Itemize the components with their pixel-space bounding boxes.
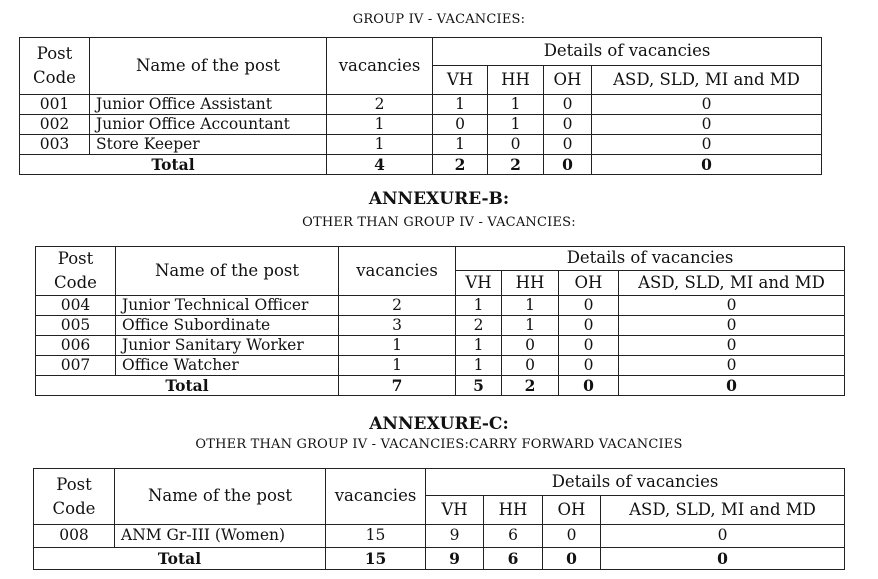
annexure-b-heading: ANNEXURE-B: (368, 189, 510, 209)
vacancies-cell: 1 (339, 336, 456, 356)
post-code-cell: 008 (34, 525, 115, 548)
hh-cell: 1 (488, 95, 544, 115)
total-vacancies: 4 (327, 155, 433, 175)
oh-cell: 0 (544, 135, 592, 155)
post-code-cell: 007 (36, 356, 116, 376)
post-code-cell: 001 (20, 95, 90, 115)
table-row (36, 336, 845, 356)
total-row (34, 548, 845, 570)
vh-cell: 9 (426, 525, 484, 548)
table-row (36, 316, 845, 336)
oh-cell: 0 (559, 296, 619, 316)
post-name-header: Name of the post (115, 469, 326, 525)
annexure-b-caption: OTHER THAN GROUP IV - VACANCIES: (302, 215, 576, 230)
oh-cell: 0 (543, 525, 601, 548)
vacancies-header: vacancies (327, 38, 433, 95)
hh-header: HH (488, 66, 544, 95)
asd-cell: 0 (601, 525, 845, 548)
table-row (20, 95, 822, 115)
group-iv-caption: GROUP IV - VACANCIES: (352, 12, 526, 27)
oh-cell: 0 (559, 356, 619, 376)
post-name-cell: ANM Gr-III (Women) (115, 525, 326, 548)
total-hh: 6 (484, 548, 543, 570)
post-name-header: Name of the post (116, 247, 339, 296)
post-code-cell: 002 (20, 115, 90, 135)
hh-cell: 1 (502, 296, 559, 316)
hh-cell: 0 (502, 336, 559, 356)
vh-cell: 1 (433, 135, 488, 155)
post-code-header: Post Code (20, 38, 90, 95)
table-row (36, 356, 845, 376)
vacancies-cell: 2 (327, 95, 433, 115)
total-hh: 2 (502, 376, 559, 396)
vh-cell: 1 (456, 336, 502, 356)
asd-header: ASD, SLD, MI and MD (592, 66, 822, 95)
total-row (36, 376, 845, 396)
oh-cell: 0 (559, 336, 619, 356)
table-row (34, 525, 845, 548)
hh-header: HH (502, 271, 559, 296)
post-name-cell: Office Subordinate (116, 316, 339, 336)
asd-cell: 0 (619, 296, 845, 316)
hh-cell: 1 (502, 316, 559, 336)
post-name-cell: Office Watcher (116, 356, 339, 376)
details-header: Details of vacancies (456, 247, 845, 271)
oh-cell: 0 (544, 115, 592, 135)
asd-header: ASD, SLD, MI and MD (601, 496, 845, 525)
hh-cell: 0 (502, 356, 559, 376)
oh-cell: 0 (559, 316, 619, 336)
post-code-header: Post Code (34, 469, 115, 525)
table-row (20, 135, 822, 155)
vacancies-cell: 15 (326, 525, 426, 548)
vacancies-header: vacancies (339, 247, 456, 296)
annexure-c-table (33, 468, 845, 570)
total-oh: 0 (559, 376, 619, 396)
total-label: Total (36, 376, 339, 396)
total-oh: 0 (544, 155, 592, 175)
total-label: Total (20, 155, 327, 175)
hh-cell: 1 (488, 115, 544, 135)
asd-cell: 0 (619, 336, 845, 356)
vh-header: VH (426, 496, 484, 525)
oh-header: OH (543, 496, 601, 525)
vacancies-cell: 3 (339, 316, 456, 336)
vacancies-header: vacancies (326, 469, 426, 525)
total-vacancies: 7 (339, 376, 456, 396)
post-code-cell: 004 (36, 296, 116, 316)
post-name-cell: Junior Office Accountant (90, 115, 327, 135)
hh-cell: 6 (484, 525, 543, 548)
post-name-cell: Junior Office Assistant (90, 95, 327, 115)
vh-cell: 2 (456, 316, 502, 336)
total-vacancies: 15 (326, 548, 426, 570)
hh-header: HH (484, 496, 543, 525)
total-vh: 9 (426, 548, 484, 570)
vacancies-cell: 1 (327, 115, 433, 135)
table-row (36, 296, 845, 316)
total-vh: 5 (456, 376, 502, 396)
vh-header: VH (433, 66, 488, 95)
annexure-b-table (35, 246, 845, 396)
post-code-cell: 006 (36, 336, 116, 356)
hh-cell: 0 (488, 135, 544, 155)
total-oh: 0 (543, 548, 601, 570)
total-asd: 0 (592, 155, 822, 175)
asd-header: ASD, SLD, MI and MD (619, 271, 845, 296)
post-code-cell: 005 (36, 316, 116, 336)
oh-header: OH (544, 66, 592, 95)
total-vh: 2 (433, 155, 488, 175)
vacancies-cell: 2 (339, 296, 456, 316)
vh-cell: 1 (433, 95, 488, 115)
oh-header: OH (559, 271, 619, 296)
post-name-header: Name of the post (90, 38, 327, 95)
post-code-header: Post Code (36, 247, 116, 296)
vh-cell: 1 (456, 356, 502, 376)
asd-cell: 0 (619, 316, 845, 336)
post-code-cell: 003 (20, 135, 90, 155)
vacancies-cell: 1 (327, 135, 433, 155)
total-asd: 0 (619, 376, 845, 396)
asd-cell: 0 (592, 95, 822, 115)
total-hh: 2 (488, 155, 544, 175)
total-label: Total (34, 548, 326, 570)
post-name-cell: Junior Technical Officer (116, 296, 339, 316)
vh-header: VH (456, 271, 502, 296)
vacancies-cell: 1 (339, 356, 456, 376)
details-header: Details of vacancies (426, 469, 845, 496)
total-asd: 0 (601, 548, 845, 570)
annexure-c-heading: ANNEXURE-C: (369, 414, 509, 434)
asd-cell: 0 (592, 115, 822, 135)
post-name-cell: Store Keeper (90, 135, 327, 155)
asd-cell: 0 (619, 356, 845, 376)
post-name-cell: Junior Sanitary Worker (116, 336, 339, 356)
table-row (20, 115, 822, 135)
asd-cell: 0 (592, 135, 822, 155)
group-iv-table (19, 37, 822, 175)
details-header: Details of vacancies (433, 38, 822, 66)
total-row (20, 155, 822, 175)
annexure-c-caption: OTHER THAN GROUP IV - VACANCIES:CARRY FORWARD VACANCIES (195, 437, 683, 452)
vh-cell: 0 (433, 115, 488, 135)
vh-cell: 1 (456, 296, 502, 316)
oh-cell: 0 (544, 95, 592, 115)
